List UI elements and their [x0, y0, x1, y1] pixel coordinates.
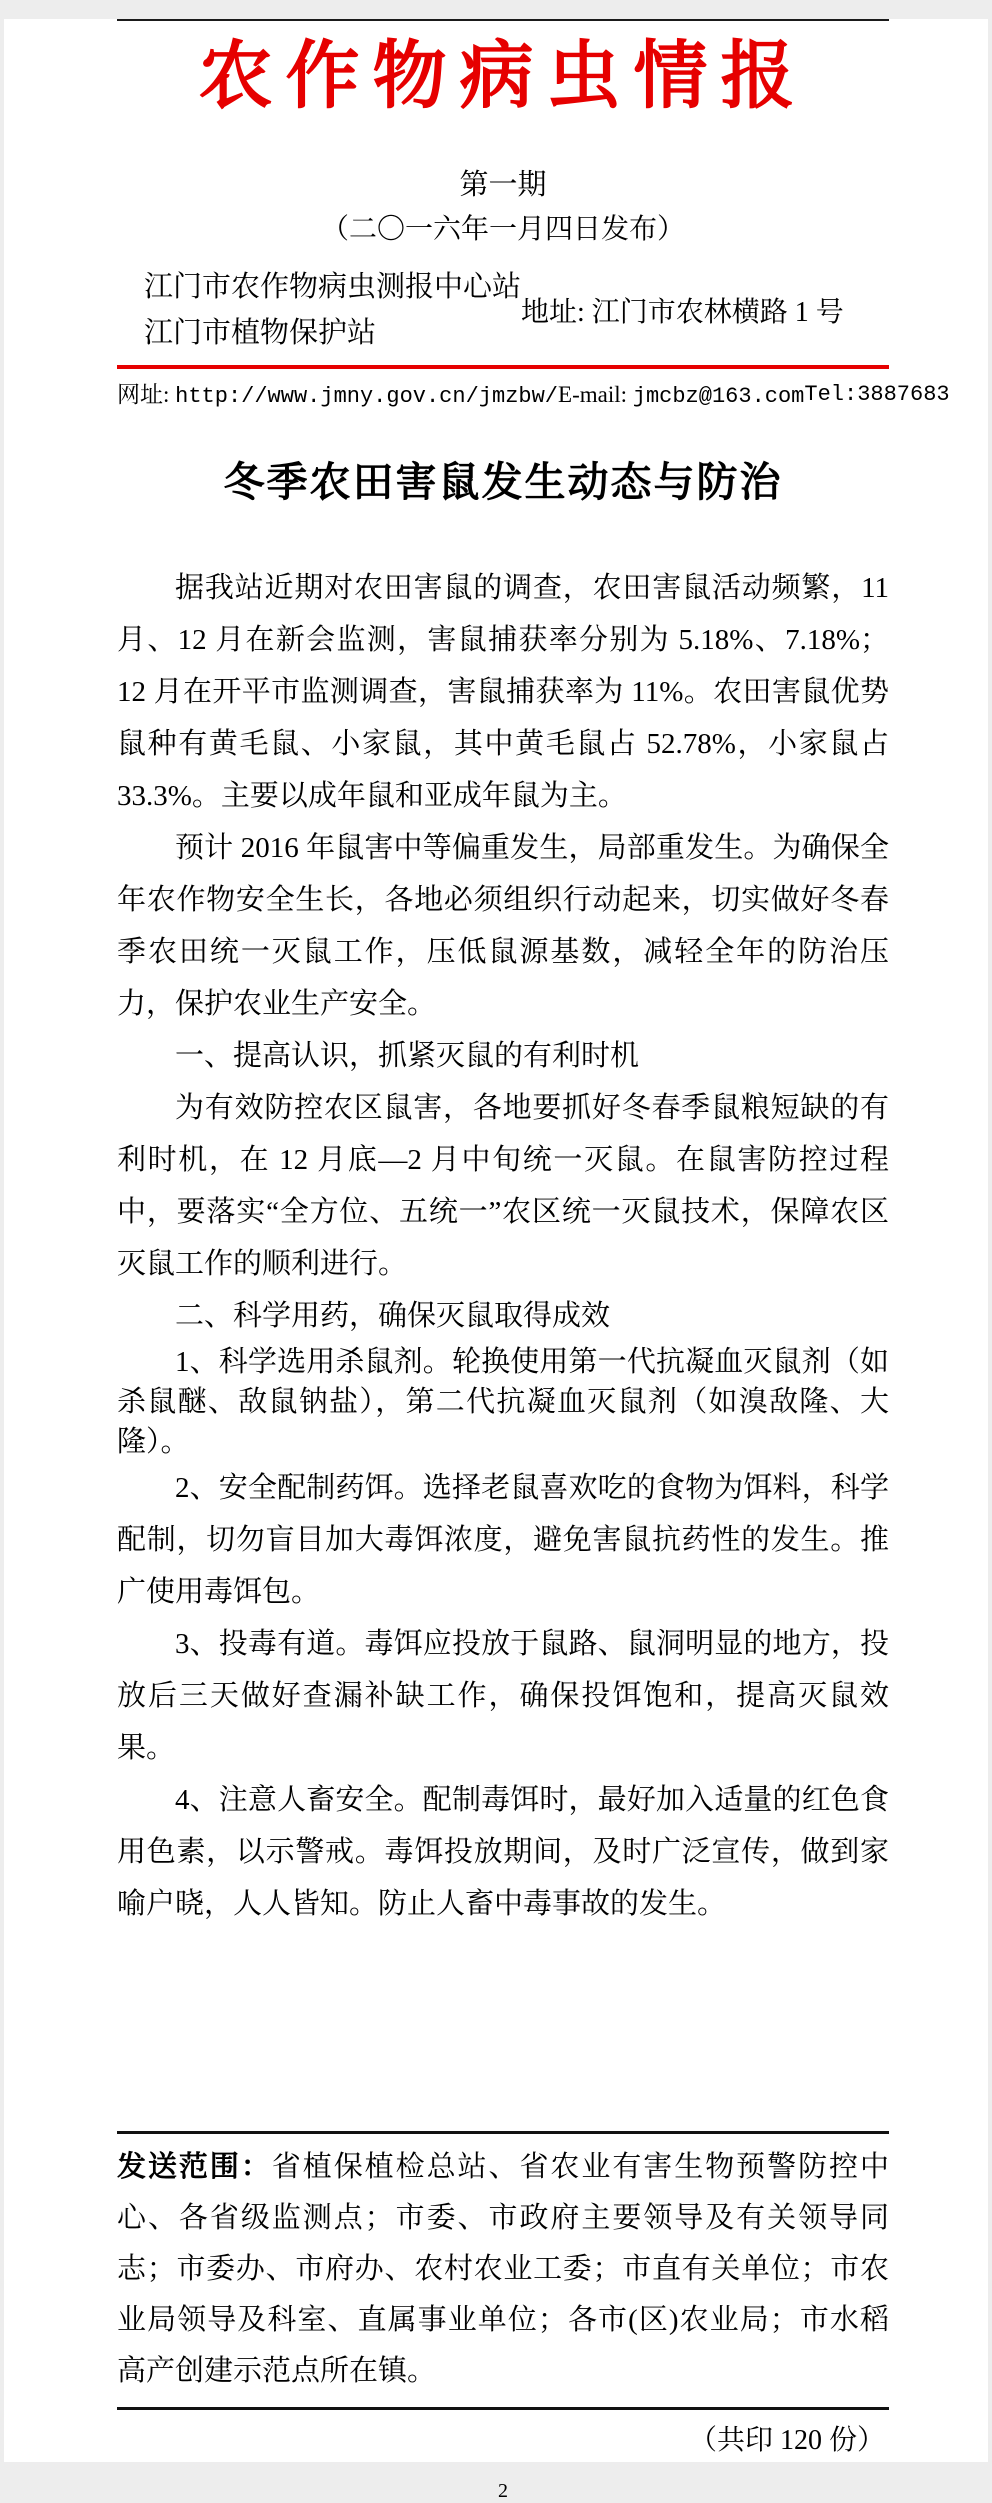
- footer-bottom-rule: [117, 2407, 889, 2410]
- website-url: http://www.jmny.gov.cn/jmzbw/: [175, 384, 559, 409]
- print-count: （共印 120 份）: [688, 2425, 885, 2456]
- bulletin-page: [4, 19, 988, 2502]
- body-paragraph: 3、投毒有道。毒饵应投放于鼠路、鼠洞明显的地方，投放后三天做好查漏补缺工作，确保投饵饱和，提高灭鼠效果。: [117, 1628, 889, 1764]
- publish-date: （二〇一六年一月四日发布）: [320, 214, 685, 245]
- org-name-primary: 江门市农作物病虫测报中心站: [144, 271, 522, 303]
- email-label: E-mail:: [558, 382, 633, 407]
- article-title: 冬季农田害鼠发生动态与防治: [223, 459, 783, 505]
- top-rule: [117, 19, 889, 21]
- footer-top-rule: [117, 2131, 889, 2134]
- body-paragraph: 1、科学选用杀鼠剂。轮换使用第一代抗凝血灭鼠剂（如杀鼠醚、敌鼠钠盐），第二代抗凝血灭鼠剂（如溴敌隆、大隆）。: [117, 1346, 889, 1458]
- website-item: [117, 380, 558, 412]
- org-name-secondary: 江门市植物保护站: [144, 317, 377, 349]
- body-paragraph: 为有效防控农区鼠害，各地要抓好冬春季鼠粮短缺的有利时机，在 12 月底—2 月中旬统一灭鼠。在鼠害防控过程中，要落实“全方位、五统一”农区统一灭鼠技术，保障农区灭鼠工作的顺利进行。: [117, 1092, 889, 1280]
- document-footer: [117, 2131, 889, 2503]
- distribution-scope: [117, 2142, 889, 2397]
- telephone: Tel:3887683: [804, 382, 950, 407]
- issue-number: 第一期: [459, 169, 547, 201]
- body-paragraph: 预计 2016 年鼠害中等偏重发生，局部重发生。为确保全年农作物安全生长，各地必须组织行动起来，切实做好冬春季农田统一灭鼠工作，压低鼠源基数，减轻全年的防治压力，保护农业生产安全。: [117, 832, 889, 1020]
- bulletin-title: 农作物病虫情报: [198, 36, 808, 118]
- org-address: 地址: 江门市农林横路 1 号: [521, 297, 844, 328]
- email-item: [558, 380, 804, 412]
- body-paragraph: 2、安全配制药饵。选择老鼠喜欢吃的食物为饵料，科学配制，切勿盲目加大毒饵浓度，避免害鼠抗药性的发生。推广使用毒饵包。: [117, 1472, 889, 1608]
- section-heading: 二、科学用药，确保灭鼠取得成效: [175, 1300, 611, 1332]
- website-label: 网址:: [117, 382, 176, 407]
- page-content: [4, 19, 988, 1930]
- red-rule: [117, 365, 889, 369]
- contact-row: [117, 380, 950, 412]
- org-address-row: [117, 264, 889, 356]
- page-number: 2: [498, 2480, 508, 2502]
- body-paragraph: 4、注意人畜安全。配制毒饵时，最好加入适量的红色食用色素，以示警戒。毒饵投放期间，及时广泛宣传，做到家喻户晓，人人皆知。防止人畜中毒事故的发生。: [117, 1784, 889, 1920]
- body-paragraph: 据我站近期对农田害鼠的调查，农田害鼠活动频繁，11 月、12 月在新会监测，害鼠捕获率分别为 5.18%、7.18%；12 月在开平市监测调查，害鼠捕获率为 11%。农田害鼠优势鼠种有黄毛鼠、小家鼠，其中黄毛鼠占 52.78%，小家鼠占 33.3%。主要以成年鼠和亚成年鼠为主。: [117, 572, 889, 812]
- email-address: jmcbz@163.com: [632, 384, 805, 409]
- article-body: [117, 562, 889, 1930]
- org-names: [117, 264, 521, 356]
- distribution-label: 发送范围：: [117, 2151, 272, 2183]
- section-heading: 一、提高认识，抓紧灭鼠的有利时机: [175, 1040, 640, 1072]
- distribution-text: 省植保植检总站、省农业有害生物预警防控中心、各省级监测点；市委、市政府主要领导及有关领导同志；市委办、市府办、农村农业工委；市直有关单位；市农业局领导及科室、直属事业单位；各市(区)农业局；市水稻高产创建示范点所在镇。: [117, 2151, 889, 2387]
